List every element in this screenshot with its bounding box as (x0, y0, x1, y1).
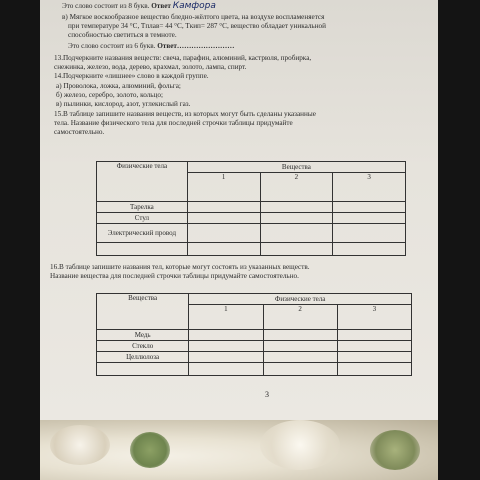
text-line: способностью светиться в темноте. (68, 31, 177, 39)
table-cell[interactable] (333, 243, 406, 256)
flower-pattern-icon (50, 425, 110, 465)
table-cell[interactable] (260, 202, 333, 213)
table-cell[interactable] (333, 202, 406, 213)
text-line: самостоятельно. (54, 128, 105, 136)
table-cell[interactable] (333, 213, 406, 224)
table-row (97, 330, 412, 341)
question-16: 16.В таблице запишите названия тел, которые могут состоять из указанных веществ. (50, 263, 310, 271)
table-15 (96, 161, 406, 256)
table-cell[interactable] (263, 363, 337, 376)
table-header: Вещества (187, 162, 405, 173)
table-cell[interactable] (337, 341, 411, 352)
table-cell[interactable] (187, 202, 260, 213)
table-cell: Медь (97, 330, 189, 341)
table-cell[interactable] (97, 243, 188, 256)
page-number: 3 (265, 390, 269, 399)
table-header: Физические тела (189, 294, 412, 305)
table-cell: Стул (97, 213, 188, 224)
text-line: Это слово состоит из 8 букв. (62, 2, 150, 10)
table-row (97, 202, 406, 213)
answer-label: Ответ (151, 2, 171, 10)
table-cell[interactable] (260, 243, 333, 256)
table-cell[interactable] (189, 341, 263, 352)
answer-label: Ответ…………………… (157, 42, 235, 50)
table-row (97, 243, 406, 256)
table-cell[interactable] (187, 224, 260, 243)
table-cell: Электрический провод (97, 224, 188, 243)
table-cell: Тарелка (97, 202, 188, 213)
table-cell[interactable] (189, 330, 263, 341)
table-row (97, 352, 412, 363)
text-line (68, 42, 234, 50)
table-cell: 1 (189, 305, 263, 330)
table-cell[interactable] (260, 224, 333, 243)
table-header: Физические тела (97, 162, 188, 202)
table-cell: 3 (333, 173, 406, 202)
table-cell[interactable] (189, 352, 263, 363)
table-cell: Целлюлоза (97, 352, 189, 363)
text-line: снежинка, железо, вода, дерево, крахмал, золото, лампа, спирт. (54, 63, 247, 71)
flower-pattern-icon (130, 432, 170, 468)
fabric-background (40, 420, 438, 480)
text-line: тела. Название физического тела для последней строчки таблицы придумайте (54, 119, 293, 127)
table-cell[interactable] (263, 352, 337, 363)
worksheet-page (40, 0, 438, 420)
table-cell[interactable] (337, 363, 411, 376)
table-cell[interactable] (337, 352, 411, 363)
table-cell[interactable] (187, 213, 260, 224)
table-cell[interactable] (263, 330, 337, 341)
question-15: 15.В таблице запишите названия веществ, из которых могут быть сделаны указанные (54, 110, 316, 118)
text-line: Название вещества для последней строчки таблицы придумайте самостоятельно. (50, 272, 299, 280)
handwritten-answer: Камфора (172, 1, 216, 11)
table-row (97, 341, 412, 352)
text-line: Это слово состоит из 6 букв. (68, 42, 156, 50)
table-cell: 2 (263, 305, 337, 330)
question-14: 14.Подчеркните «лишнее» слово в каждой группе. (54, 72, 209, 80)
text-line: б) железо, серебро, золото, кольцо; (56, 91, 163, 99)
flower-pattern-icon (370, 430, 420, 470)
table-cell[interactable] (97, 363, 189, 376)
table-cell[interactable] (263, 341, 337, 352)
table-row (97, 224, 406, 243)
table-row (97, 213, 406, 224)
table-header: Вещества (97, 294, 189, 330)
question-13: 13.Подчеркните названия веществ: свеча, парафин, алюминий, кастрюля, пробирка, (54, 54, 312, 62)
table-cell[interactable] (189, 363, 263, 376)
table-cell: 2 (260, 173, 333, 202)
text-line: в) пылинки, кислород, азот, углекислый газ. (56, 100, 191, 108)
text-line: при температуре 34 °C, Tплав= 44 °C, Tкип= 287 °C, вещество обладает уникальной (68, 22, 326, 30)
table-cell[interactable] (337, 330, 411, 341)
table-cell[interactable] (333, 224, 406, 243)
table-cell: 3 (337, 305, 411, 330)
text-line: в) Мягкое воскообразное вещество бледно-жёлтого цвета, на воздухе воспламеняется (62, 13, 325, 21)
flower-pattern-icon (260, 420, 340, 470)
text-line: а) Проволока, ложка, алюминий, фольга; (56, 82, 181, 90)
table-row (97, 363, 412, 376)
table-cell[interactable] (260, 213, 333, 224)
table-cell[interactable] (187, 243, 260, 256)
table-16 (96, 293, 412, 376)
text-line (62, 2, 216, 10)
table-cell: 1 (187, 173, 260, 202)
table-cell: Стекло (97, 341, 189, 352)
